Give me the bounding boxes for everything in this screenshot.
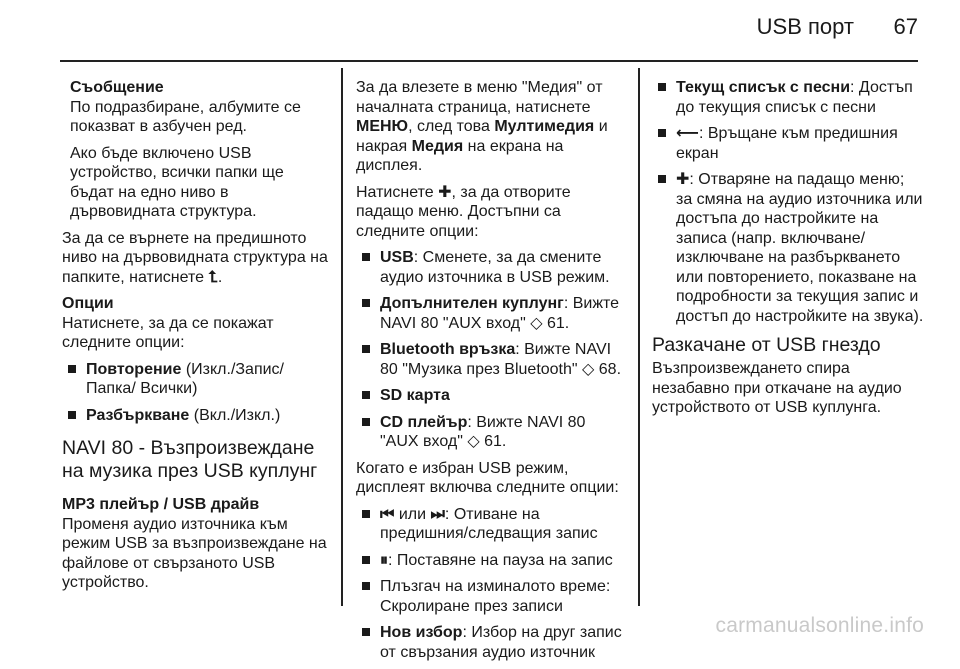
text-span: За да влезете в меню "Медия" от началната страница, натиснете [356, 79, 603, 116]
skip-back-icon: ⏮ [380, 505, 395, 523]
text-span: Натиснете [356, 183, 439, 201]
text-span: , след това [408, 118, 495, 135]
messages-paragraph-1: По подразбиране, албумите се показват в азбучен ред. [70, 98, 301, 135]
column-divider-2 [638, 68, 640, 606]
messages-heading: Съобщение [70, 79, 164, 96]
list-item [658, 78, 924, 117]
text-span: , за да отворите падащо меню. Достъпни са следните опции: [356, 183, 571, 240]
page-title: USB порт [756, 14, 854, 39]
option-repeat-values: (Изкл./Запис/Папка/ Всички) [86, 360, 284, 397]
folder-up-icon: ⮤ [208, 268, 218, 286]
item-text: : Избор на друг запис от свързания аудио източник [380, 624, 622, 661]
list-item [362, 505, 626, 544]
usb-mode-paragraph: Когато е избран USB режим, дисплеят включва следните опции: [356, 459, 619, 496]
column-2 [356, 78, 626, 669]
list-item [68, 360, 330, 399]
item-label: Текущ списък с песни [676, 79, 851, 96]
item-text: : Връщане към предишния екран [676, 125, 898, 162]
item-label: Допълнителен куплунг [380, 295, 564, 312]
list-item [362, 386, 626, 406]
messages-block [62, 78, 330, 222]
section-heading-navi80: NAVI 80 - Възпроизвеждане на музика през USB куплунг [62, 437, 318, 482]
item-label: SD карта [380, 387, 450, 404]
return-text: За да се върнете на предишното ниво на дървовидната структура на папките, натиснете [62, 229, 328, 286]
messages-paragraph-2: Ако бъде включено USB устройство, всички папки ще бъдат на едно ниво в дървовидната структура. [70, 144, 284, 220]
header-rule [60, 60, 918, 62]
page-number: 67 [893, 14, 918, 39]
text-span: или [394, 505, 431, 523]
media-menu-paragraph [356, 78, 626, 176]
item-text: : Отиване на предишния/следващия запис [380, 505, 598, 542]
list-item [362, 577, 626, 616]
option-repeat: Повторение [86, 360, 182, 378]
item-label: Нов избор [380, 624, 463, 641]
item-text: : Вижте NAVI 80 "Музика през Bluetooth" ◇ 68. [380, 341, 622, 378]
section-heading-disconnect: Разкачане от USB гнездо [652, 334, 881, 356]
mp3-paragraph: Променя аудио източника към режим USB за възпроизвеждане на файлове от свързаното USB устройство. [62, 515, 327, 591]
pause-icon: ⏸ [380, 551, 389, 569]
column-3 [652, 78, 924, 425]
option-shuffle-values: (Вкл./Изкл.) [189, 406, 281, 424]
plus-icon: ✚ [676, 171, 690, 188]
options-heading: Опции [62, 295, 114, 312]
list-item [362, 413, 626, 452]
item-label: Bluetooth връзка [380, 341, 516, 358]
usb-controls-list [356, 505, 626, 663]
list-item [362, 551, 626, 571]
list-item [362, 294, 626, 333]
multimedia-label: Мултимедия [494, 118, 595, 135]
text-span: и накрая [356, 118, 608, 155]
item-text: : Поставяне на пауза на запис [388, 551, 613, 569]
media-label: Медия [411, 137, 464, 155]
item-text: : Вижте NAVI 80 "AUX вход" ◇ 61. [380, 413, 586, 450]
item-text: : Вижте NAVI 80 "AUX вход" ◇ 61. [380, 295, 620, 332]
back-arrow-icon: ⟵ [676, 125, 699, 142]
plus-icon: ✚ [438, 183, 452, 201]
watermark: carmanualsonline.info [715, 614, 924, 637]
screen-controls-list [652, 78, 924, 326]
skip-forward-icon: ⏭ [430, 505, 445, 523]
list-item [658, 170, 924, 326]
column-divider-1 [341, 68, 343, 606]
mp3-heading: MP3 плейър / USB драйв [62, 496, 260, 513]
list-item [362, 248, 626, 287]
item-label: USB [380, 249, 414, 266]
text-span: на екрана на дисплея. [356, 137, 564, 174]
page-header [60, 0, 918, 58]
dropdown-paragraph [356, 183, 626, 242]
return-paragraph: За да се върнете на предишното ниво на дървовидната структура на папките, натиснете ⮤. [62, 229, 328, 286]
source-list [356, 248, 626, 452]
list-item [362, 623, 626, 662]
disconnect-paragraph: Възпроизвеждането спира незабавно при откачане на аудио устройството от USB куплунга. [652, 360, 902, 416]
item-text: : Сменете, за да смените аудио източника в USB режим. [380, 249, 610, 286]
options-paragraph: Натиснете, за да се покажат следните опции: [62, 314, 274, 351]
item-label: CD плейър [380, 413, 468, 431]
list-item [658, 124, 924, 163]
item-text: Плъзгач на изминалото време: Скролиране през записи [380, 578, 611, 615]
list-item [68, 406, 330, 426]
option-shuffle: Разбъркване [86, 406, 190, 424]
item-text: : Отваряне на падащо меню; за смяна на аудио източника или достъпа до настройките на записа (напр. включване/ изключване на разбъркването или повторението, показване на подробности за текущия запис и достъп до настройките на звука). [676, 171, 924, 325]
menu-label: МЕНЮ [356, 118, 409, 135]
list-item [362, 340, 626, 379]
options-list [62, 360, 330, 426]
item-text: : Достъп до текущия списък с песни [676, 79, 913, 116]
column-1 [62, 78, 330, 600]
